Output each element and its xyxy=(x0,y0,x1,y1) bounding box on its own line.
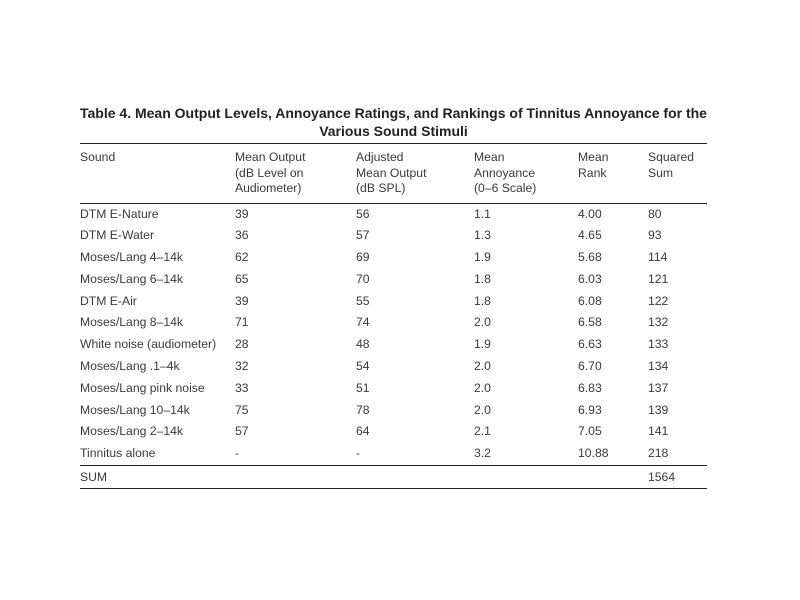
sound-name-cell: DTM E-Nature xyxy=(80,206,159,221)
mean-output-cell: 28 xyxy=(235,337,249,352)
sound-name-cell: DTM E-Air xyxy=(80,293,137,308)
mean-annoyance-cell: 1.8 xyxy=(474,271,491,286)
sound-name-cell: Moses/Lang 4–14k xyxy=(80,250,183,265)
mean-annoyance-cell: 1.3 xyxy=(474,228,491,243)
caption-line-1: Table 4. Mean Output Levels, Annoyance Ratings, and Rankings of Tinnitus Annoyance for the xyxy=(80,105,707,121)
sum-cell xyxy=(474,466,578,489)
mean-rank-cell: 6.58 xyxy=(578,315,602,330)
adjusted-mean-output-cell: - xyxy=(356,446,361,461)
mean-rank-cell: 6.08 xyxy=(578,293,602,308)
table-row xyxy=(80,203,707,225)
sound-name-cell: Moses/Lang 8–14k xyxy=(80,315,183,330)
results-table xyxy=(80,143,707,489)
adjusted-mean-output-cell: 57 xyxy=(356,228,370,243)
mean-output-cell: 39 xyxy=(235,206,249,221)
adjusted-mean-output-cell: 69 xyxy=(356,250,370,265)
sound-name-cell: Tinnitus alone xyxy=(80,446,156,461)
adjusted-mean-output-cell: 70 xyxy=(356,271,370,286)
header-row xyxy=(80,144,707,204)
mean-annoyance-cell: 1.1 xyxy=(474,206,491,221)
adjusted-mean-output-cell: 64 xyxy=(356,424,370,439)
squared-sum-cell: 133 xyxy=(648,337,669,352)
column-header-squared-sum: Squared Sum xyxy=(648,144,707,204)
mean-annoyance-cell: 2.0 xyxy=(474,380,491,395)
mean-output-cell: 36 xyxy=(235,228,249,243)
mean-rank-cell: 6.83 xyxy=(578,380,602,395)
mean-output-cell: 57 xyxy=(235,424,249,439)
squared-sum-cell: 141 xyxy=(648,424,669,439)
table-row xyxy=(80,356,707,378)
sum-label: SUM xyxy=(80,466,235,489)
sound-name-cell: Moses/Lang .1–4k xyxy=(80,359,180,374)
column-header-adjusted-mean-output: Adjusted Mean Output (dB SPL) xyxy=(356,144,474,204)
column-header-mean-rank: Mean Rank xyxy=(578,144,648,204)
sum-cell xyxy=(235,466,356,489)
mean-annoyance-cell: 2.0 xyxy=(474,315,491,330)
table-row xyxy=(80,421,707,443)
mean-output-cell: 32 xyxy=(235,359,249,374)
adjusted-mean-output-cell: 74 xyxy=(356,315,370,330)
mean-rank-cell: 6.93 xyxy=(578,402,602,417)
squared-sum-cell: 122 xyxy=(648,293,669,308)
sum-row xyxy=(80,466,707,489)
sum-squared-sum-value: 1564 xyxy=(648,466,707,489)
adjusted-mean-output-cell: 51 xyxy=(356,380,370,395)
sound-name-cell: Moses/Lang 10–14k xyxy=(80,402,190,417)
mean-annoyance-cell: 2.0 xyxy=(474,402,491,417)
table-row xyxy=(80,443,707,465)
sound-name-cell: White noise (audiometer) xyxy=(80,337,217,352)
table-row xyxy=(80,225,707,247)
table-row xyxy=(80,312,707,334)
squared-sum-cell: 134 xyxy=(648,359,669,374)
table-body xyxy=(80,203,707,466)
mean-output-cell: 33 xyxy=(235,380,249,395)
mean-output-cell: 39 xyxy=(235,293,249,308)
table-row xyxy=(80,378,707,400)
mean-annoyance-cell: 2.1 xyxy=(474,424,491,439)
mean-output-cell: 75 xyxy=(235,402,249,417)
mean-output-cell: - xyxy=(235,446,240,461)
sound-name-cell: Moses/Lang 2–14k xyxy=(80,424,183,439)
table-row xyxy=(80,291,707,313)
mean-rank-cell: 4.00 xyxy=(578,206,602,221)
mean-rank-cell: 5.68 xyxy=(578,250,602,265)
sound-name-cell: Moses/Lang pink noise xyxy=(80,380,205,395)
mean-annoyance-cell: 2.0 xyxy=(474,359,491,374)
mean-annoyance-cell: 1.8 xyxy=(474,293,491,308)
adjusted-mean-output-cell: 54 xyxy=(356,359,370,374)
mean-annoyance-cell: 1.9 xyxy=(474,337,491,352)
caption-line-2: Various Sound Stimuli xyxy=(319,123,468,139)
mean-annoyance-cell: 1.9 xyxy=(474,250,491,265)
squared-sum-cell: 139 xyxy=(648,402,669,417)
mean-rank-cell: 7.05 xyxy=(578,424,602,439)
mean-rank-cell: 6.63 xyxy=(578,337,602,352)
squared-sum-cell: 93 xyxy=(648,228,662,243)
sound-name-cell: Moses/Lang 6–14k xyxy=(80,271,183,286)
table-row xyxy=(80,334,707,356)
column-header-sound: Sound xyxy=(80,144,235,204)
column-header-mean-annoyance: Mean Annoyance (0–6 Scale) xyxy=(474,144,578,204)
squared-sum-cell: 137 xyxy=(648,380,669,395)
squared-sum-cell: 80 xyxy=(648,206,662,221)
table-row xyxy=(80,400,707,422)
squared-sum-cell: 132 xyxy=(648,315,669,330)
table-caption xyxy=(80,104,707,140)
sum-cell xyxy=(578,466,648,489)
table-row xyxy=(80,247,707,269)
mean-output-cell: 65 xyxy=(235,271,249,286)
sum-cell xyxy=(356,466,474,489)
squared-sum-cell: 121 xyxy=(648,271,669,286)
mean-rank-cell: 10.88 xyxy=(578,446,609,461)
mean-annoyance-cell: 3.2 xyxy=(474,446,491,461)
adjusted-mean-output-cell: 48 xyxy=(356,337,370,352)
mean-output-cell: 71 xyxy=(235,315,249,330)
squared-sum-cell: 218 xyxy=(648,446,669,461)
mean-rank-cell: 6.03 xyxy=(578,271,602,286)
sound-name-cell: DTM E-Water xyxy=(80,228,155,243)
adjusted-mean-output-cell: 78 xyxy=(356,402,370,417)
table-row xyxy=(80,269,707,291)
squared-sum-cell: 114 xyxy=(648,250,668,265)
column-header-mean-output: Mean Output (dB Level on Audiometer) xyxy=(235,144,356,204)
mean-rank-cell: 6.70 xyxy=(578,359,602,374)
adjusted-mean-output-cell: 56 xyxy=(356,206,370,221)
mean-output-cell: 62 xyxy=(235,250,249,265)
mean-rank-cell: 4.65 xyxy=(578,228,602,243)
adjusted-mean-output-cell: 55 xyxy=(356,293,370,308)
